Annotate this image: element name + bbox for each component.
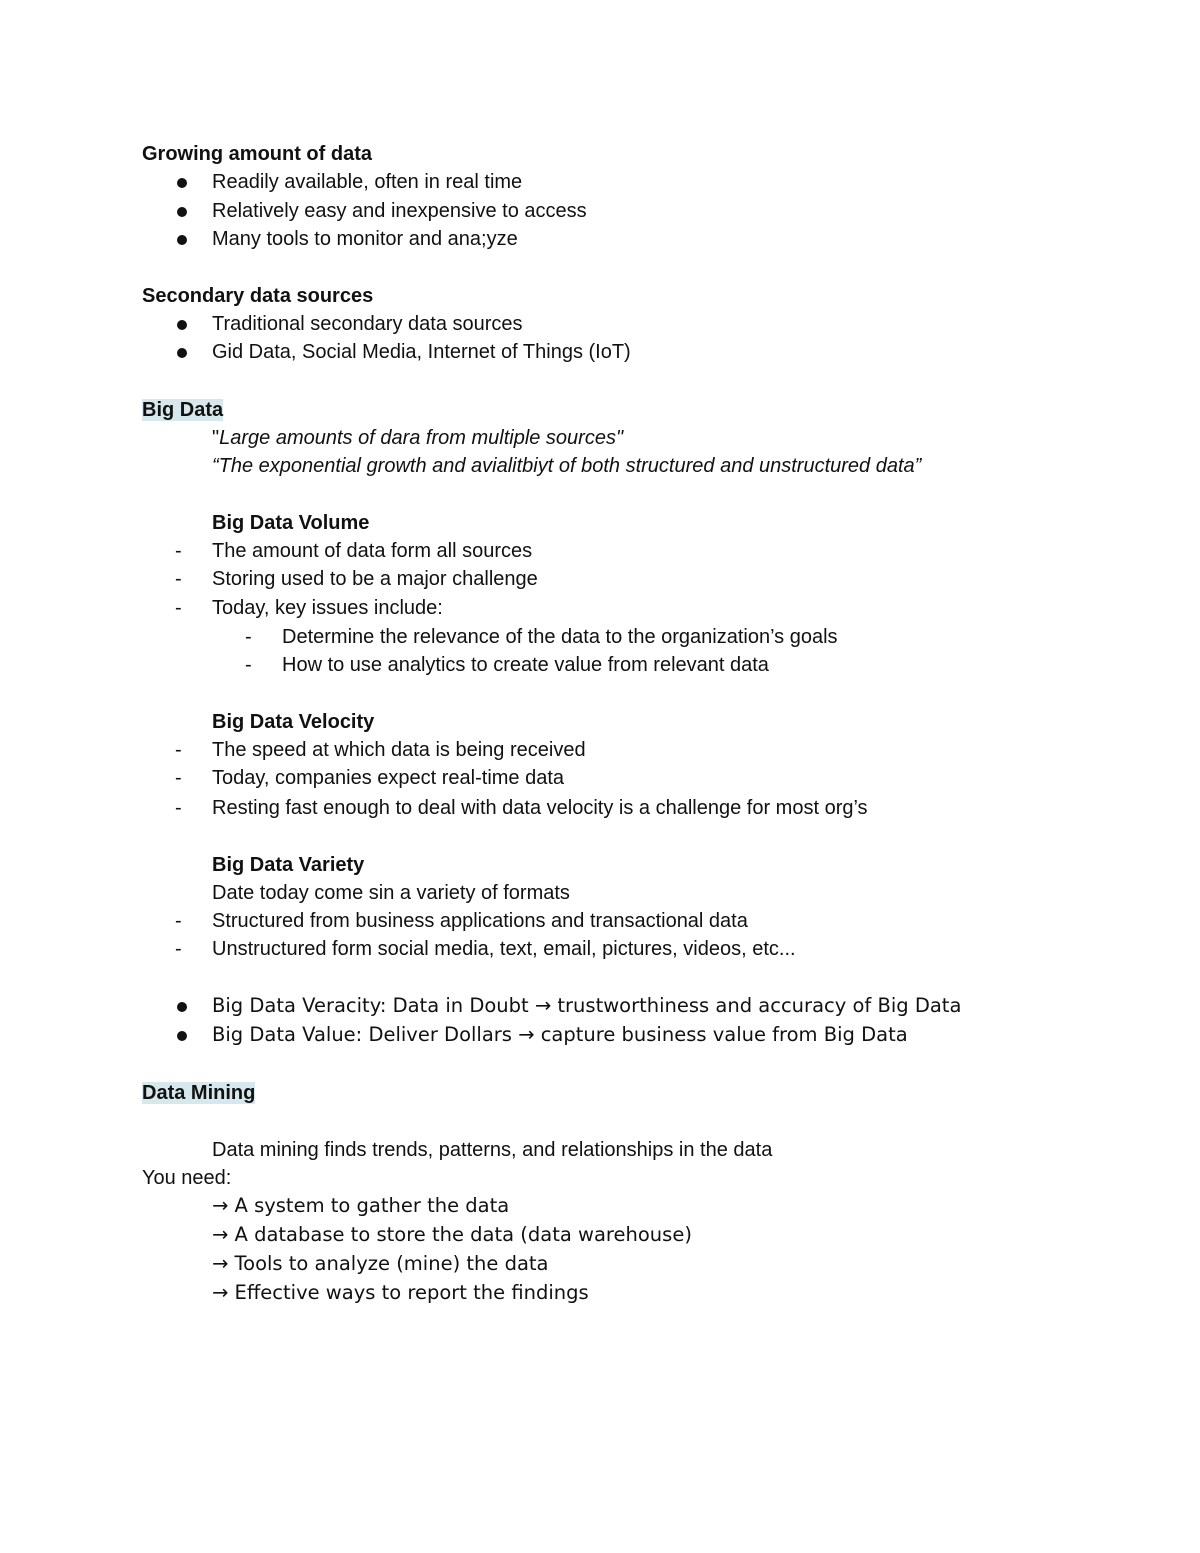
dash-marker: - bbox=[245, 654, 252, 676]
list-item: Today, key issues include: bbox=[212, 597, 443, 619]
list-item: Many tools to monitor and ana;yze bbox=[212, 228, 518, 250]
list-item: Today, companies expect real-time data bbox=[212, 767, 565, 789]
bullet-icon bbox=[177, 235, 187, 245]
list-item: Resting fast enough to deal with data velocity is a challenge for most org’s bbox=[212, 797, 868, 819]
section-heading-big-data: Big Data bbox=[142, 399, 224, 421]
list-item: The amount of data form all sources bbox=[212, 540, 533, 562]
list-item: Storing used to be a major challenge bbox=[212, 568, 538, 590]
list-item: The speed at which data is being received bbox=[212, 739, 586, 761]
subheading-velocity: Big Data Velocity bbox=[212, 711, 375, 733]
bullet-icon bbox=[177, 320, 187, 330]
data-mining-intro: Data mining finds trends, patterns, and relationships in the data bbox=[212, 1139, 773, 1161]
definition-quote-2: “The exponential growth and avialitbiyt of both structured and unstructured data” bbox=[212, 455, 922, 477]
list-item: Readily available, often in real time bbox=[212, 171, 523, 193]
variety-intro: Date today come sin a variety of formats bbox=[212, 882, 570, 904]
list-item: → Effective ways to report the findings bbox=[212, 1281, 589, 1304]
dash-marker: - bbox=[175, 938, 182, 960]
definition-quote-1: "Large amounts of dara from multiple sources" bbox=[212, 427, 624, 449]
list-item: Gid Data, Social Media, Internet of Things (IoT) bbox=[212, 341, 631, 363]
dash-marker: - bbox=[245, 626, 252, 648]
dash-marker: - bbox=[175, 767, 182, 789]
list-item: Traditional secondary data sources bbox=[212, 313, 523, 335]
dash-marker: - bbox=[175, 797, 182, 819]
bullet-icon bbox=[177, 178, 187, 188]
section-heading-data-mining: Data Mining bbox=[142, 1082, 256, 1104]
subheading-variety: Big Data Variety bbox=[212, 854, 365, 876]
bullet-icon bbox=[177, 1002, 187, 1012]
dash-marker: - bbox=[175, 910, 182, 932]
bullet-icon bbox=[177, 1031, 187, 1041]
sub-list-item: How to use analytics to create value from relevant data bbox=[282, 654, 769, 676]
list-item: Big Data Value: Deliver Dollars → capture business value from Big Data bbox=[212, 1023, 908, 1046]
list-item: Unstructured form social media, text, email, pictures, videos, etc... bbox=[212, 938, 796, 960]
dash-marker: - bbox=[175, 739, 182, 761]
section-heading-growing-data: Growing amount of data bbox=[142, 143, 372, 165]
list-item: → Tools to analyze (mine) the data bbox=[212, 1252, 549, 1275]
you-need-label: You need: bbox=[142, 1167, 232, 1189]
bullet-icon bbox=[177, 348, 187, 358]
list-item: Structured from business applications and transactional data bbox=[212, 910, 748, 932]
sub-list-item: Determine the relevance of the data to the organization’s goals bbox=[282, 626, 838, 648]
list-item: → A system to gather the data bbox=[212, 1194, 510, 1217]
dash-marker: - bbox=[175, 597, 182, 619]
section-heading-secondary-sources: Secondary data sources bbox=[142, 285, 374, 307]
bullet-icon bbox=[177, 207, 187, 217]
subheading-volume: Big Data Volume bbox=[212, 512, 370, 534]
dash-marker: - bbox=[175, 568, 182, 590]
list-item: Big Data Veracity: Data in Doubt → trustworthiness and accuracy of Big Data bbox=[212, 994, 962, 1017]
list-item: Relatively easy and inexpensive to access bbox=[212, 200, 587, 222]
dash-marker: - bbox=[175, 540, 182, 562]
list-item: → A database to store the data (data warehouse) bbox=[212, 1223, 692, 1246]
